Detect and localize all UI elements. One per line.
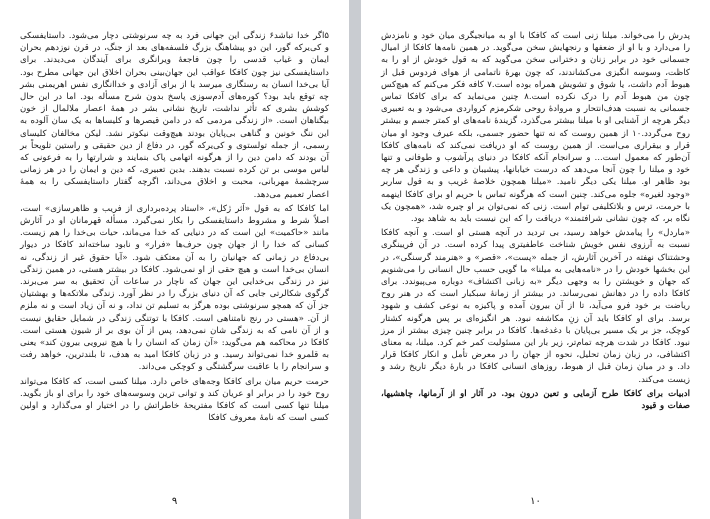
right-page: [361, 0, 710, 519]
right-paragraph-1: پدرش را می‌خواند. میلنا زنی است که کافکا با او به میانجیگری میان خود و نامزدش را می‌دارد و با او از ضعفها و رنجهایش سخن می‌گوید. در همین نامه‌ها کافکا از امیال جسمانی خود در برابر زنان و دخترانی سخن می‌گوید که به قول خودش از او را به کاظت، وسوسه انگیزی می‌کشاندند، که چون بهرهٔ ناتمامی از هوای فردوس قبل از هبوط آدم داشت، یا شوق و تشویش همراه بوده است.۷ کافه فکر می‌کنم که هیچ‌کس چون من هبوط آدم را درک نکرده است.۸ چنین می‌نماید که برای کافکا تماس جسمانی به نسبت هدف‌انتحار و مروادهٔ روحی شکرمزم کرواردی می‌شود و به تعبیری دیگر هرچه از آشنایی او با میلنا بیشتر می‌گذرد، گزیندهٔ نامه‌های او کمتر جسم و بیشتر روح می‌گردد.۱۰ از همین روست که نه تنها حضور جسمی، بلکه عیرف وجود او میان قرار و بیقراری می‌است. از همین روست که او دریافت نمی‌کند که نامه‌های کافکا آن‌طور که معمول است... و سرانجام آنکه کافکا در دنیای پرآشوب و طوفانی و تنها خود و میلنا را چون آنجا می‌دهد که درست خیابانها، پیشیبان و داعی و زندگی هر چه بود ظاهر او. میلنا یکی دیگر نامید. «میلنا همچون خلاصهٔ غریب و به قول ساربر «وجود لغیره» جلوه می‌کند. چنین است که هرگونه تماس با حریم او برای کافکا اینهمه با حرمت، ترس و بلاتکلیفی توام است. زنی که نمی‌توان بر او چیره شد، «همچون یک نگاه بر، که چون نشانی شرافتمند» دریافت را که این نیست باید به شاهد بود.: [381, 31, 691, 225]
left-page-number: ۹: [171, 496, 178, 507]
left-paragraph-3: حرمت حریم میان برای کافکا وجه‌های خاص دارد. میلنا کسی است، که کافکا می‌تواند روح خود را در برابر او عریان کند و توانی ترین وسوسه‌های خود را برای او باز بگوید. میلنا تنها کسی است که کافکا مفتریحهٔ خاطراتش را در اختیار او می‌گذارد و اولین کسی است که نامهٔ معروف کافکا: [20, 376, 329, 424]
left-paragraph-2: اما کافکا که به قول «آثر ژکل»، «استاد پرده‌برداری از فریب و ظاهرسازی» است، اصلاً شرط و مشروط داستایفسکی را بکار نمی‌گیرد. مسأله قهرمانان او در آثارش مانند «حاکمیت» این است که در دنیایی که خدا می‌ماند، حیات بی‌خدا را هم زیست. کسانی که خدا را از جهان چون حرف‌ها «فرار» و نابود ساخته‌اند کافکا در دیوار بی‌دفاع در زمانی که جهانیان را به آن معتکف شود. «آیا حقوق غیر از زندگی، نه انسان بی‌خدا است و هیچ حقی از او نمی‌شود. کافکا در بیشتر هستی، در همین زندگی نیز در زندگی بی‌خدایی این جهان که ناچار در ساعات آن تحقیق به سر می‌برند. گرگوی شکالرتی جایی که آن دنیای بزرگ را در نظر آورد. زندگی ملاتکه‌ها و بهشتیان جز آن که همچو سرنوشتی بوده هرگز به تسلیم تن نداد، و نه آن زیاد است و نه ملزم از آن. «هستی در رنج نامتناهی است. کافکا با توتنگی زندگی در شمایل حقایق نیست و از آن نامی که به زندگی شان نمی‌دهد، پس از آن بوی بر از شیون هستی است. کافکا در محاکمه هم می‌گوید: «آن زمان که انسان را با هیچ نیرویی بیرون کند» یعنی به قلمرو خدا نمی‌تواند رسید. و در زبان کافکا امید به هدف، تا بلندترین، خواهد رفت و سرانجام را با عاقبت سرگشتگی و کوچکی می‌داند.: [20, 203, 329, 373]
left-paragraph-1: ۵اگر خدا تباشد۶ زندگی این جهانی فرد به چه سرنوشتی دچار می‌شود. داستایفسکی و کی‌یرکه گور، این دو پیشاهنگ بزرگ فلسفه‌های بعد از جنگ، در قرن نوزدهم بحران ایمان و غیاب قدسی را چون فاجعهٔ ویرانگری برای آیندگان می‌دیدند. برای داستایفسکی نیز چون کافکا عواقب این جهان‌بینی بحران اخلاق این جهانی مطرح بود. آیا بی‌خدا انسان به رستگاری میرسد یا از برای آزادی و خداانگاری نفس اهریمنی بشر چه توقع باید بود؟ کوره‌های آدم‌سوزی پاسخ بدون شرح مسأله بود. اما در این حال کوشش بشری که تأثر نداشت، تاریخ نشانی بشر در همهٔ اعصار ملالمال از خون بیگناهان است. «از زندگی مردمی که در دامن قیصرها و کلیساها به یک سان آلوده به این ننگ خونین و گناهی بی‌پایان بودند هیچ‌وقت نیکوتر نشد. لیکن مخالفان کلیسای رسمی، از جمله تولستوی و کی‌یرکه گور، در دفاع از دین حقیقی و راستین تلویحاً بر آن بودند که دامن دین را از هرگونه اتهامی پاک بنمایند و شرارتها را به فرعونی که لباس موسی بر تن کرده نسبت بدهند. بدین تعبیری، که دین و ایمان را در هر زمانی سرچشمهٔ مهربانی، محبت و اخلاق می‌داند، اگرچه گفتار داستایفسکی را به همهٔ اعصار تعمیم می‌دهد.: [20, 31, 330, 200]
right-paragraph-3: ادبیات برای کافکا طرح آزمایی و تعین درون بود. در آثار او از آرمانها، چاهشیها، صفات و قیود: [381, 388, 690, 412]
book-gutter: [349, 0, 361, 519]
right-page-number: ۱۰: [530, 496, 541, 507]
right-paragraph-2: «ماردل» را پیامدش خواهد رسید، بی تردید در آنچه هستی او است. و آنچه کافکا نسبت به آرزوی نفس خویش شناخت عاطفیتری پیدا کرده است. در آن فریبنگری وحشتناک نهفته در آخرین آثارش، از جمله «پست»، «قصر» و «هنرمند گرسنگی»، در این بخشها خودش را در «نامه‌هایی به میلنا» ما گویی حسب حال انسانی را می‌شنویم که جهان و خویشتن را به وجهی دیگر «به زبانی اکتشاف» دوباره می‌پیوندد. برای کافکا داده را در دهانش نمی‌رساند. در بیشتر از زمانهٔ سبکبار است که در هنر روح ریاضت بر خود فرو می‌آید، تا از آن بیرون آمده و پاکیزه به نوعی کشف و شهود برسد. برای او کافکا باید آن زنِ مکاشفه نبود. هر انگیزه‌ای بر پس هرگونه کشتار کوچک، جز بر یک مسیر بی‌پایان با دغدغه‌ها. کافکا در برابر چنین چیزی بیشتر از مرز نبود. کافکا در شدت هرچه تمام‌تر، زیر بار این مسئولیت کمر خم کرد. میلنا، به معنای اکتشافی، در زبان زمان تحلیل، نحوه از جهان را در معرض تأمل و انکار کافکا قرار داد. و در میان زمان قبل از هبوط، روزهای انسانی کافکا در بارهٔ دیگر تاریخ رشد و زیست می‌کند.: [381, 228, 690, 385]
left-page: [0, 0, 349, 519]
